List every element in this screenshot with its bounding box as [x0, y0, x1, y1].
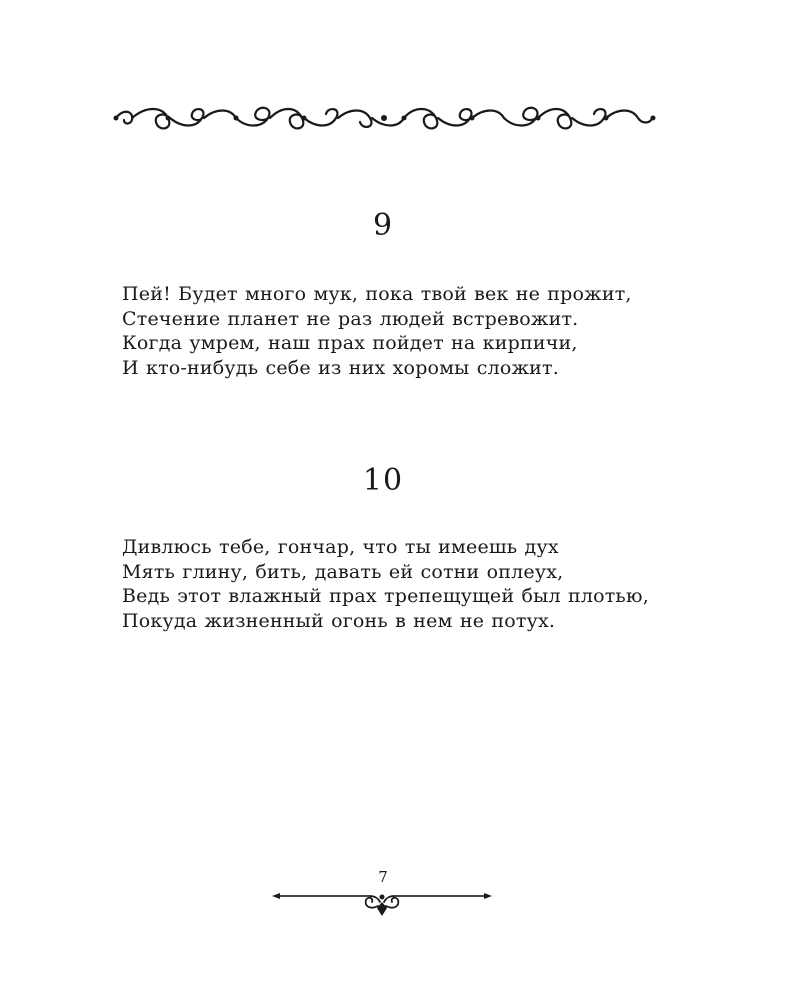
poem-stanza-10	[122, 535, 722, 633]
poem-line: Покуда жизненный огонь в нем не потух.	[122, 609, 556, 632]
poem-number-10: 10	[362, 463, 404, 498]
poem-line: Мять глину, бить, давать ей сотни оплеух,	[122, 560, 564, 583]
poem-line: Когда умрем, наш прах пойдет на кирпичи,	[122, 332, 578, 354]
poem-line: И кто-нибудь себе из них хоромы сложит.	[122, 356, 559, 379]
poem-stanza-9	[122, 282, 722, 380]
poem-line: Дивлюсь тебе, гончар, что ты имеешь дух	[122, 536, 559, 558]
flourish-divider-icon	[270, 884, 494, 918]
poem-number-9: 9	[372, 208, 394, 243]
page-number: 7	[378, 868, 388, 886]
poem-line: Ведь этот влажный прах трепещущей был плотью,	[122, 585, 649, 607]
scroll-ornament-icon	[112, 98, 657, 138]
poem-line: Стечение планет не раз людей встревожит.	[122, 307, 579, 330]
poem-line: Пей! Будет много мук, пока твой век не прожит,	[122, 283, 632, 305]
